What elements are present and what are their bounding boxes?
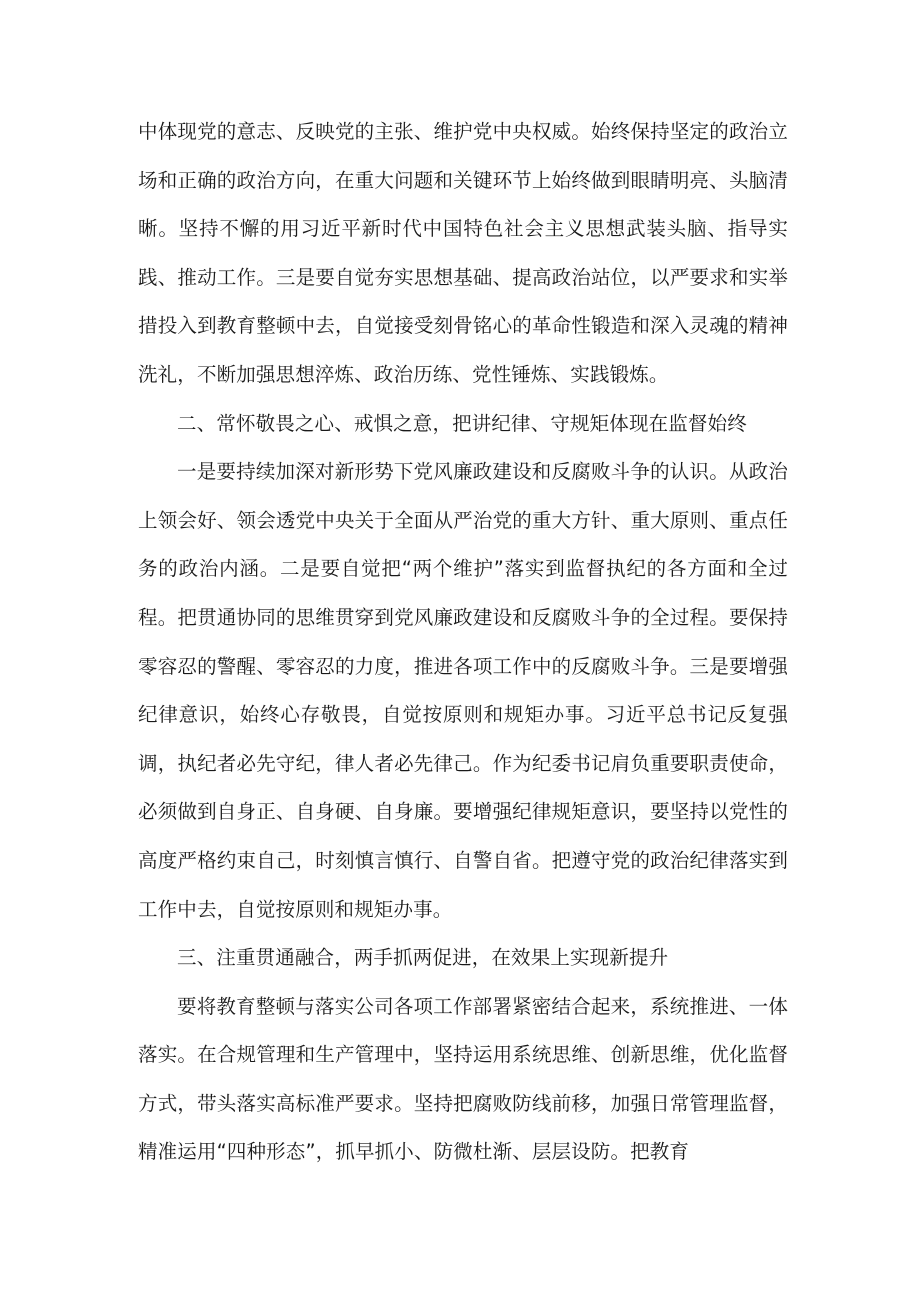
body-paragraph: 中体现党的意志、反映党的主张、维护党中央权威。始终保持坚定的政治立场和正确的政治方向，在重大问题和关键环节上始终做到眼睛明亮、头脑清晰。坚持不懈的用习近平新时代中国特色社会主义思想武装头脑、指导实践、推动工作。三是要自觉夯实思想基础、提高政治站位，以严要求和实举措投入到教育整顿中去，自觉接受刻骨铭心的革命性锻造和深入灵魂的精神洗礼，不断加强思想淬炼、政治历练、党性锤炼、实践锻炼。 bbox=[138, 120, 788, 386]
section-heading: 二、常怀敬畏之心、戒惧之意，把讲纪律、守规矩体现在监督始终 bbox=[177, 411, 747, 435]
section-heading: 三、注重贯通融合，两手抓两促进，在效果上实现新提升 bbox=[177, 946, 669, 970]
document-body bbox=[138, 108, 788, 1177]
body-paragraph: 要将教育整顿与落实公司各项工作部署紧密结合起来，系统推进、一体落实。在合规管理和生产管理中，坚持运用系统思维、创新思维，优化监督方式，带头落实高标准严要求。坚持把腐败防线前移，加强日常管理监督，精准运用“四种形态”，抓早抓小、防微杜渐、层层设防。把教育 bbox=[138, 994, 788, 1164]
body-paragraph: 一是要持续加深对新形势下党风廉政建设和反腐败斗争的认识。从政治上领会好、领会透党中央关于全面从严治党的重大方针、重大原则、重点任务的政治内涵。二是要自觉把“两个维护”落实到监督执纪的各方面和全过程。把贯通协同的思维贯穿到党风廉政建设和反腐败斗争的全过程。要保持零容忍的警醒、零容忍的力度，推进各项工作中的反腐败斗争。三是要增强纪律意识，始终心存敬畏，自觉按原则和规矩办事。习近平总书记反复强调，执纪者必先守纪，律人者必先律己。作为纪委书记肩负重要职责使命，必须做到自身正、自身硬、自身廉。要增强纪律规矩意识，要坚持以党性的高度严格约束自己，时刻慎言慎行、自警自省。把遵守党的政治纪律落实到工作中去，自觉按原则和规矩办事。 bbox=[138, 460, 788, 921]
